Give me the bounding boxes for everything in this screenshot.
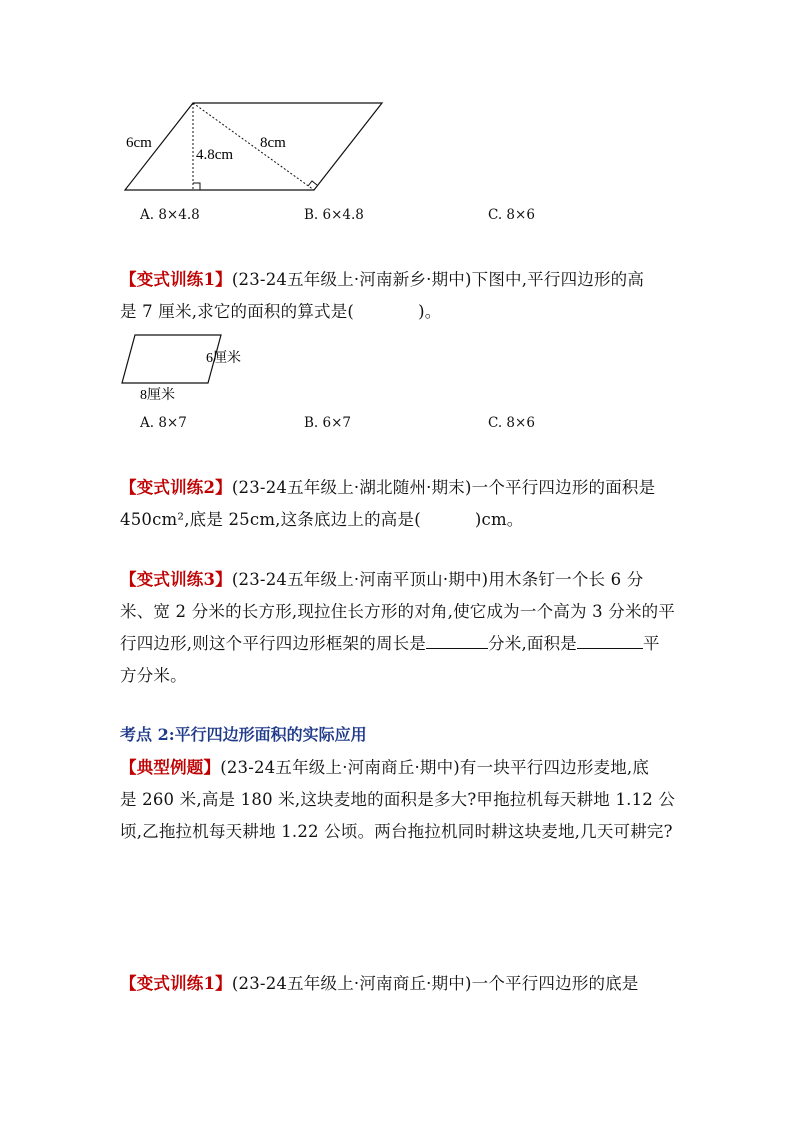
question-text: 450cm²,底是 25cm,这条底边上的高是( <box>120 510 421 529</box>
option-a[interactable]: A. 8×7 <box>140 415 187 431</box>
question-text: 分米,面积是 <box>488 634 577 653</box>
question-text: 平 <box>643 634 660 653</box>
question-3 <box>120 564 680 692</box>
question-text: (23-24五年级上·河南商丘·期中)一个平行四边形的底是 <box>231 974 639 993</box>
question-tag: 【典型例题】 <box>120 758 221 777</box>
question-tag: 【变式训练1】 <box>120 270 232 289</box>
option-c[interactable]: C. 8×6 <box>488 415 535 431</box>
right-angle-mark-2 <box>308 181 317 186</box>
right-angle-mark <box>193 183 200 190</box>
question-text: 是 7 厘米,求它的面积的算式是( <box>120 302 355 321</box>
question-text: )cm。 <box>474 510 524 529</box>
question-4 <box>120 968 680 1000</box>
question-text: 顷,乙拖拉机每天耕地 1.22 公顷。两台拖拉机同时耕这块麦地,几天可耕完? <box>120 822 673 841</box>
section-heading: 考点 2:平行四边形面积的实际应用 <box>120 725 367 744</box>
question-tag: 【变式训练2】 <box>120 478 232 497</box>
question-text: )。 <box>418 302 442 321</box>
side-label: 6厘米 <box>206 351 241 366</box>
base-label: 8厘米 <box>140 388 175 403</box>
question-text: 米、宽 2 分米的长方形,现拉住长方形的对角,使它成为一个高为 3 分米的平 <box>120 602 676 621</box>
option-b[interactable]: B. 6×7 <box>304 415 351 431</box>
question-text: 方分米。 <box>120 666 187 685</box>
option-b[interactable]: B. 6×4.8 <box>304 207 364 223</box>
figure-parallelogram-2 <box>115 330 255 405</box>
answer-blank-area[interactable] <box>577 630 643 649</box>
height-label: 4.8cm <box>196 147 234 163</box>
diagonal-label: 8cm <box>260 135 286 151</box>
example-question <box>120 752 680 848</box>
parallelogram-outline <box>125 103 382 190</box>
question-text: (23-24五年级上·河南平顶山·期中)用木条钉一个长 6 分 <box>231 570 644 589</box>
option-a[interactable]: A. 8×4.8 <box>140 207 200 223</box>
question-text: (23-24五年级上·河南商丘·期中)有一块平行四边形麦地,底 <box>220 758 650 777</box>
question-2 <box>120 472 680 536</box>
question-text: (23-24五年级上·湖北随州·期末)一个平行四边形的面积是 <box>231 478 656 497</box>
option-c[interactable]: C. 8×6 <box>488 207 535 223</box>
question-text: (23-24五年级上·河南新乡·期中)下图中,平行四边形的高 <box>231 270 645 289</box>
figure-parallelogram-1 <box>110 95 400 200</box>
side-label: 6cm <box>126 135 152 151</box>
answer-blank-perimeter[interactable] <box>426 630 488 649</box>
question-1 <box>120 264 680 328</box>
question-text: 是 260 米,高是 180 米,这块麦地的面积是多大?甲拖拉机每天耕地 1.12 公 <box>120 790 676 809</box>
question-tag: 【变式训练3】 <box>120 570 232 589</box>
question-text: 行四边形,则这个平行四边形框架的周长是 <box>120 634 427 653</box>
question-tag: 【变式训练1】 <box>120 974 232 993</box>
